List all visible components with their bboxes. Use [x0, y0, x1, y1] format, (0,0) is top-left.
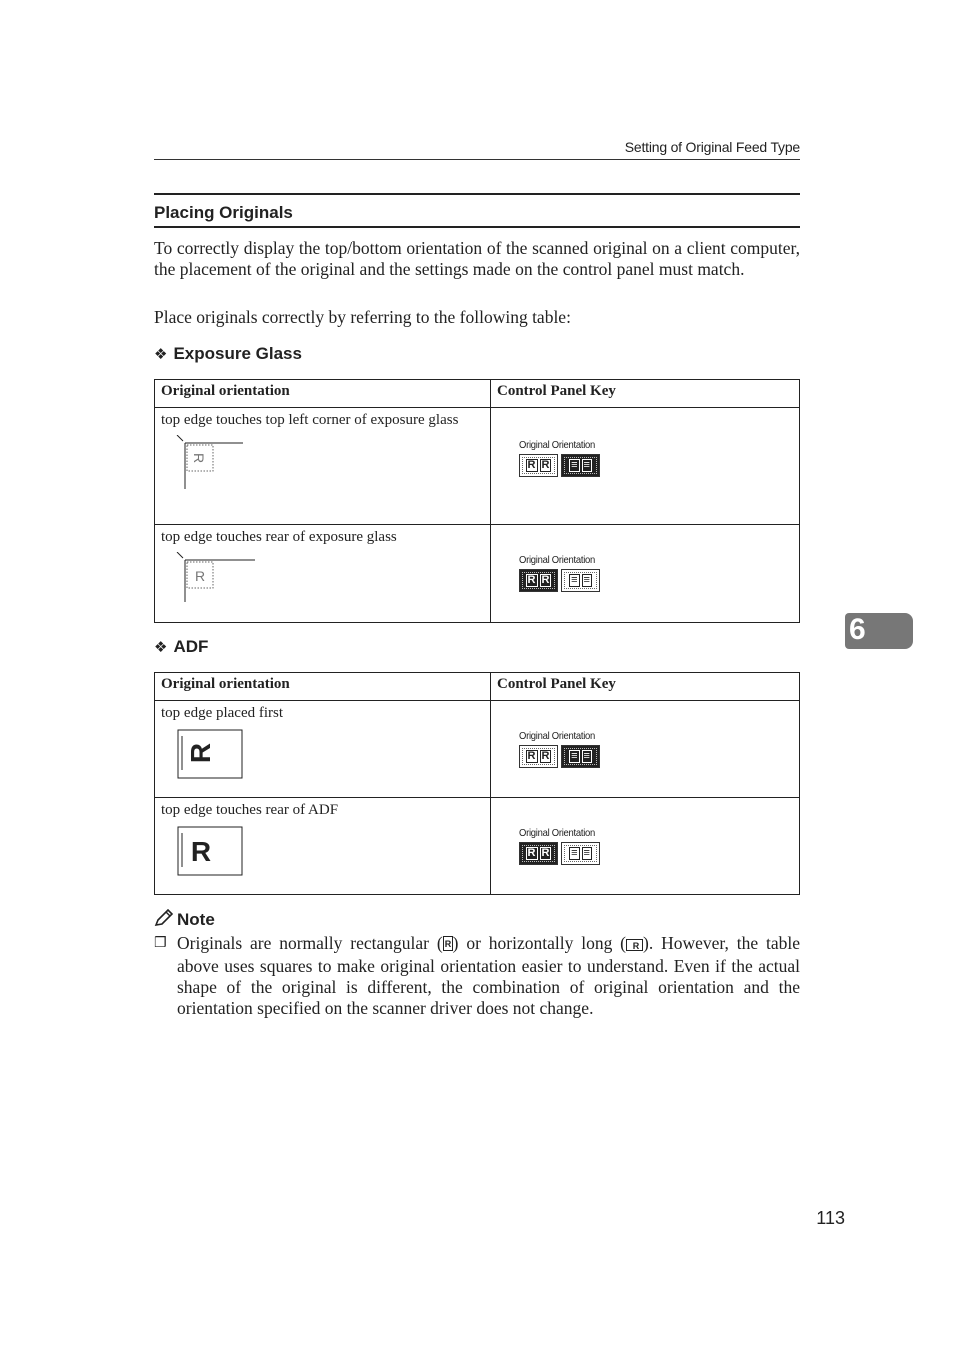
- table-row: [155, 798, 800, 895]
- table-header-row: [155, 673, 800, 701]
- glass-diagram: [161, 552, 484, 609]
- adf-table: [154, 672, 800, 895]
- header-rule: [154, 159, 800, 160]
- unreadable-direction-key[interactable]: ≡ ≡: [561, 569, 600, 592]
- panel-label: Original Orientation: [519, 554, 596, 566]
- orientation-cell: [155, 701, 491, 798]
- svg-text:R: R: [191, 452, 207, 464]
- adf-glyph: R: [190, 836, 212, 867]
- panel-label: Original Orientation: [519, 730, 596, 742]
- adf-glyph: R: [185, 742, 216, 764]
- readable-direction-key[interactable]: R R: [519, 842, 558, 865]
- exposure-glass-table: [154, 379, 800, 623]
- panel-label: Original Orientation: [519, 827, 596, 839]
- orientation-cell: [155, 525, 491, 623]
- chapter-number: 6: [849, 613, 866, 646]
- note-heading-text: Note: [177, 910, 215, 929]
- reference-paragraph: Place originals correctly by referring to the following table:: [154, 307, 571, 327]
- column-header: Original orientation: [155, 380, 491, 408]
- adf-diagram: [161, 728, 484, 785]
- diamond-icon: ❖: [154, 345, 168, 363]
- running-header: Setting of Original Feed Type: [624, 139, 800, 155]
- unreadable-direction-key[interactable]: ≡ ≡: [561, 454, 600, 477]
- svg-text:R: R: [632, 941, 640, 951]
- adf-heading: [154, 637, 208, 657]
- checkbox-bullet-icon: ❒: [154, 935, 167, 951]
- column-header: Control Panel Key: [491, 673, 800, 701]
- svg-text:R: R: [444, 939, 451, 949]
- orientation-cell: [155, 798, 491, 895]
- control-panel-key: [519, 827, 793, 865]
- table-row: [155, 701, 800, 798]
- orientation-cell: [155, 408, 491, 525]
- table-row: [155, 525, 800, 623]
- section-title: Placing Originals: [154, 203, 293, 222]
- rectangular-original-icon: [443, 935, 453, 956]
- control-panel-cell: [491, 525, 800, 623]
- section-title-box: [154, 193, 800, 228]
- adf-heading-text: ADF: [173, 637, 209, 656]
- unreadable-direction-key[interactable]: ≡ ≡: [561, 842, 600, 865]
- svg-text:R: R: [194, 568, 206, 584]
- horizontal-original-icon: [626, 935, 643, 956]
- readable-direction-key[interactable]: R R: [519, 569, 558, 592]
- control-panel-cell: [491, 408, 800, 525]
- table-row: [155, 408, 800, 525]
- orientation-text: top edge touches top left corner of exposure glass: [161, 412, 459, 428]
- note-text: Originals are normally rectangular ( R ) or horizontally long ( R ). However, the table above uses squares to make original orientation easier to understand. Even if the actual shape of the original is different, the combination of original orientation and the orientation specified on the scanner driver does not change.: [177, 933, 801, 1018]
- unreadable-direction-key[interactable]: ≡ ≡: [561, 745, 600, 768]
- pencil-icon: [154, 909, 174, 927]
- control-panel-cell: [491, 701, 800, 798]
- chapter-tab: [845, 613, 913, 649]
- control-panel-cell: [491, 798, 800, 895]
- page-number: 113: [816, 1208, 845, 1228]
- table-header-row: [155, 380, 800, 408]
- panel-label: Original Orientation: [519, 439, 596, 451]
- exposure-glass-heading-text: Exposure Glass: [173, 344, 302, 363]
- intro-paragraph: To correctly display the top/bottom orientation of the scanned original on a client computer, the placement of the original and the settings made on the control panel must match.: [154, 238, 800, 279]
- column-header: Control Panel Key: [491, 380, 800, 408]
- control-panel-key: [519, 730, 793, 768]
- glass-diagram: [161, 435, 484, 498]
- readable-direction-key[interactable]: R R: [519, 454, 558, 477]
- orientation-text: top edge touches rear of ADF: [161, 802, 339, 818]
- orientation-text: top edge placed first: [161, 705, 284, 721]
- control-panel-key: [519, 554, 793, 592]
- orientation-text: top edge touches rear of exposure glass: [161, 529, 397, 545]
- note-heading: [154, 909, 215, 930]
- readable-direction-key[interactable]: R R: [519, 745, 558, 768]
- control-panel-key: [519, 439, 793, 477]
- exposure-glass-heading: [154, 344, 302, 364]
- column-header: Original orientation: [155, 673, 491, 701]
- diamond-icon: ❖: [154, 638, 168, 656]
- adf-diagram: [161, 825, 484, 882]
